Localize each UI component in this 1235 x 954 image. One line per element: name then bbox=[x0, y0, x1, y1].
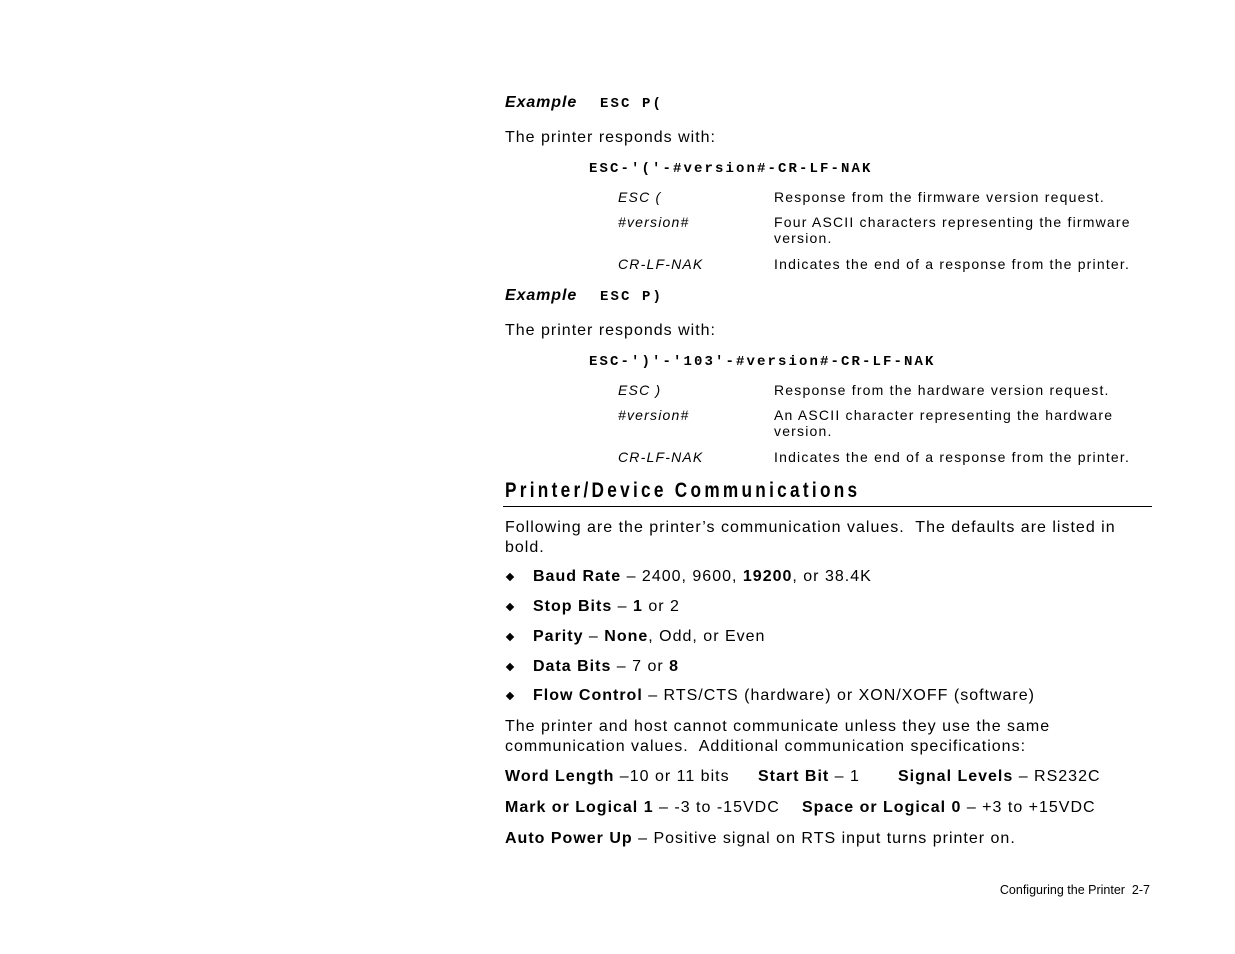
field-description: An ASCII character representing the hardware version. bbox=[774, 407, 1114, 439]
spec-line bbox=[505, 829, 1152, 849]
example-label: Example bbox=[505, 287, 578, 304]
list-item-flow-control bbox=[505, 686, 1145, 706]
section-heading: Printer/Device Communications bbox=[505, 479, 861, 502]
default-value: 19200 bbox=[742, 568, 793, 585]
response-intro: The printer responds with: bbox=[505, 322, 716, 339]
setting-name: Data Bits bbox=[533, 658, 612, 675]
diamond-bullet-icon bbox=[506, 603, 514, 611]
response-syntax: ESC-'('-#version#-CR-LF-NAK bbox=[589, 161, 873, 177]
spec-label: Space or Logical 0 bbox=[802, 799, 962, 816]
diamond-bullet-icon bbox=[506, 663, 514, 671]
spec-label: Word Length bbox=[505, 768, 615, 785]
field-description: Indicates the end of a response from the printer. bbox=[774, 449, 1131, 465]
response-syntax: ESC-')'-'103'-#version#-CR-LF-NAK bbox=[589, 354, 936, 370]
spec-label: Start Bit bbox=[758, 768, 830, 785]
field-definition-row bbox=[618, 256, 1152, 272]
spec-value: – 1 bbox=[829, 768, 860, 785]
example-label: Example bbox=[505, 94, 578, 111]
list-item-text bbox=[533, 627, 765, 647]
spec-value: – -3 to -15VDC bbox=[653, 799, 780, 816]
field-description: Response from the hardware version request. bbox=[774, 382, 1110, 398]
communications-note: The printer and host cannot communicate unless they use the same communication values. Additional communication specifications: bbox=[505, 718, 1056, 755]
spec-mark bbox=[505, 798, 780, 818]
spec-label: Mark or Logical 1 bbox=[505, 799, 654, 816]
setting-values: – 2400, 9600, bbox=[621, 568, 743, 585]
default-value: 1 bbox=[633, 598, 643, 615]
list-item-text bbox=[533, 657, 679, 677]
spec-signal-levels bbox=[898, 767, 1101, 787]
spec-word-length bbox=[505, 767, 730, 787]
spec-label: Signal Levels bbox=[898, 768, 1014, 785]
setting-name: Baud Rate bbox=[533, 568, 622, 585]
field-term: #version# bbox=[618, 214, 690, 230]
spec-line bbox=[505, 767, 1152, 787]
setting-name: Flow Control bbox=[533, 687, 643, 704]
field-term: ESC ( bbox=[618, 189, 662, 205]
spec-label: Auto Power Up bbox=[505, 830, 633, 847]
list-item-data-bits bbox=[505, 657, 1145, 677]
setting-values: or 2 bbox=[642, 598, 680, 615]
diamond-bullet-icon bbox=[506, 573, 514, 581]
example-heading bbox=[505, 93, 663, 113]
field-term: #version# bbox=[618, 407, 690, 423]
setting-name: Parity bbox=[533, 628, 584, 645]
spec-auto-power-up bbox=[505, 829, 1016, 849]
setting-values: – 7 or bbox=[611, 658, 670, 675]
example-command: ESC P) bbox=[600, 289, 664, 305]
setting-name: Stop Bits bbox=[533, 598, 613, 615]
spec-value: – +3 to +15VDC bbox=[961, 799, 1096, 816]
list-item-stop-bits bbox=[505, 597, 1145, 617]
setting-values: – bbox=[612, 598, 634, 615]
list-item-text bbox=[533, 567, 872, 587]
field-description: Four ASCII characters representing the firmware version. bbox=[774, 214, 1131, 246]
setting-values: – bbox=[583, 628, 605, 645]
setting-values: , or 38.4K bbox=[792, 568, 872, 585]
field-definition-row bbox=[618, 407, 1152, 439]
field-description: Indicates the end of a response from the printer. bbox=[774, 256, 1131, 272]
field-description: Response from the firmware version request. bbox=[774, 189, 1105, 205]
example-heading bbox=[505, 286, 663, 306]
example-command: ESC P( bbox=[600, 96, 664, 112]
spec-line bbox=[505, 798, 1152, 818]
field-definition-row bbox=[618, 214, 1152, 246]
default-value: None bbox=[604, 628, 649, 645]
communications-intro: Following are the printer’s communication values. The defaults are listed in bold. bbox=[505, 519, 1122, 556]
spec-value: – Positive signal on RTS input turns printer on. bbox=[632, 830, 1016, 847]
field-term: CR-LF-NAK bbox=[618, 449, 704, 465]
spec-space bbox=[802, 798, 1096, 818]
field-term: ESC ) bbox=[618, 382, 662, 398]
diamond-bullet-icon bbox=[506, 692, 514, 700]
list-item-text bbox=[533, 686, 1035, 706]
spec-start-bit bbox=[758, 767, 860, 787]
page-footer: Configuring the Printer 2-7 bbox=[999, 883, 1150, 897]
field-definition-row bbox=[618, 382, 1152, 398]
list-item-parity bbox=[505, 627, 1145, 647]
diamond-bullet-icon bbox=[506, 633, 514, 641]
setting-values: , Odd, or Even bbox=[648, 628, 766, 645]
spec-value: –10 or 11 bits bbox=[614, 768, 730, 785]
heading-rule bbox=[503, 506, 1152, 507]
setting-values: – RTS/CTS (hardware) or XON/XOFF (software) bbox=[642, 687, 1035, 704]
list-item-baud-rate bbox=[505, 567, 1145, 587]
default-value: 8 bbox=[669, 658, 680, 675]
response-intro: The printer responds with: bbox=[505, 129, 716, 146]
spec-value: – RS232C bbox=[1013, 768, 1101, 785]
list-item-text bbox=[533, 597, 680, 617]
field-definition-row bbox=[618, 189, 1152, 205]
field-term: CR-LF-NAK bbox=[618, 256, 704, 272]
field-definition-row bbox=[618, 449, 1152, 465]
